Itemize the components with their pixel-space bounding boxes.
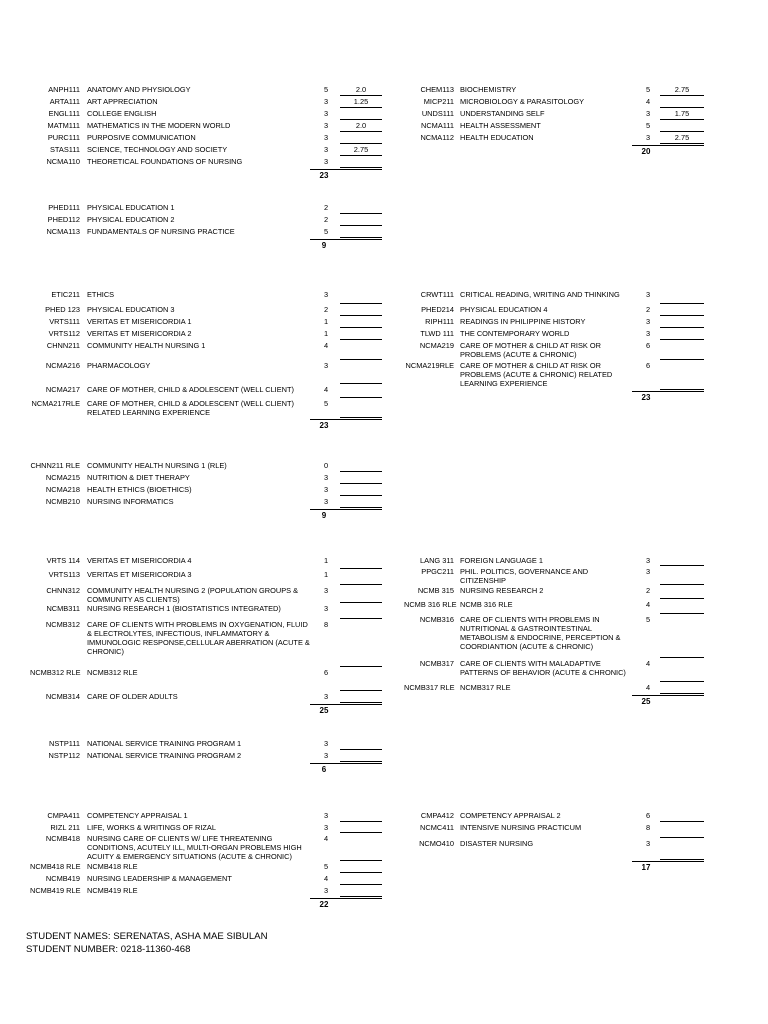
course-units: 3 bbox=[324, 692, 329, 701]
course-code: NCMB419 RLE bbox=[30, 886, 81, 895]
course-title: BIOCHEMISTRY bbox=[460, 85, 517, 94]
course-code: ETIC211 bbox=[51, 290, 80, 299]
course-units: 5 bbox=[324, 227, 329, 236]
grade-underline bbox=[340, 119, 382, 120]
course-code: NCMA219RLE bbox=[405, 361, 454, 370]
course-title: PURPOSIVE COMMUNICATION bbox=[87, 133, 196, 142]
course-units: 2 bbox=[646, 586, 651, 595]
course-title: NURSING INFORMATICS bbox=[87, 497, 174, 506]
grade-underline bbox=[340, 872, 382, 873]
course-units: 4 bbox=[646, 97, 651, 106]
course-code: NCMA217 bbox=[45, 385, 80, 394]
course-code: CHNN211 bbox=[46, 341, 80, 350]
grade-underline bbox=[340, 896, 382, 897]
course-title: DISASTER NURSING bbox=[460, 839, 534, 848]
course-units: 3 bbox=[646, 567, 651, 576]
grade-underline bbox=[340, 584, 382, 585]
total-units: 25 bbox=[319, 706, 329, 715]
course-units: 3 bbox=[324, 604, 329, 613]
course-code: MICP211 bbox=[423, 97, 454, 106]
grade-underline bbox=[660, 303, 704, 304]
course-code: NCMA113 bbox=[46, 227, 80, 236]
grade-underline bbox=[340, 397, 382, 398]
student-number-line: STUDENT NUMBER: 0218-11360-468 bbox=[26, 944, 191, 955]
course-units: 3 bbox=[324, 145, 329, 154]
course-units: 3 bbox=[324, 361, 329, 370]
course-units: 6 bbox=[646, 361, 651, 370]
course-title: VERITAS ET MISERICORDIA 4 bbox=[87, 556, 192, 565]
grade-underline bbox=[340, 761, 382, 762]
course-code: ARTA111 bbox=[49, 97, 80, 106]
course-units: 3 bbox=[324, 739, 329, 748]
grade-underline bbox=[660, 821, 704, 822]
course-units: 6 bbox=[646, 341, 651, 350]
course-code: NCMA111 bbox=[421, 121, 454, 130]
course-code: PHED 123 bbox=[45, 305, 80, 314]
course-units: 5 bbox=[646, 121, 651, 130]
course-units: 8 bbox=[646, 823, 651, 832]
course-units: 4 bbox=[324, 385, 329, 394]
course-code: NCMB312 bbox=[45, 620, 80, 629]
course-title: PHYSICAL EDUCATION 4 bbox=[460, 305, 548, 314]
total-units: 9 bbox=[321, 511, 327, 520]
course-units: 3 bbox=[324, 133, 329, 142]
course-code: MATM111 bbox=[47, 121, 80, 130]
course-code: CMPA412 bbox=[420, 811, 454, 820]
course-units: 5 bbox=[646, 615, 651, 624]
course-title: COMMUNITY HEALTH NURSING 2 (POPULATION GROUPS & COMMUNITY AS CLIENTS) bbox=[87, 586, 299, 604]
course-code: ENGL111 bbox=[48, 109, 80, 118]
course-grade: 1.25 bbox=[353, 97, 369, 106]
grade-underline bbox=[660, 95, 704, 96]
course-grade: 1.75 bbox=[674, 109, 690, 118]
course-code: PHED214 bbox=[421, 305, 454, 314]
grade-underline bbox=[660, 693, 704, 694]
course-title: PHARMACOLOGY bbox=[87, 361, 151, 370]
grade-underline bbox=[660, 119, 704, 120]
course-grade: 2.75 bbox=[674, 85, 690, 94]
course-title: COMMUNITY HEALTH NURSING 1 (RLE) bbox=[87, 461, 227, 470]
grade-underline bbox=[340, 832, 382, 833]
grade-underline bbox=[340, 155, 382, 156]
course-code: PHED112 bbox=[47, 215, 80, 224]
course-code: NCMO410 bbox=[419, 839, 454, 848]
course-grade: 2.75 bbox=[353, 145, 369, 154]
course-code: RIPH111 bbox=[425, 317, 454, 326]
course-units: 3 bbox=[646, 317, 651, 326]
course-code: NCMB 316 RLE bbox=[404, 600, 457, 609]
course-title: HEALTH ETHICS (BIOETHICS) bbox=[87, 485, 192, 494]
grade-underline bbox=[660, 584, 704, 585]
course-units: 3 bbox=[646, 109, 651, 118]
course-title: ART APPRECIATION bbox=[87, 97, 158, 106]
course-units: 6 bbox=[324, 668, 329, 677]
course-units: 3 bbox=[324, 290, 329, 299]
total-units: 23 bbox=[319, 421, 329, 430]
grade-underline bbox=[340, 884, 382, 885]
course-code: NCMA217RLE bbox=[31, 399, 80, 408]
course-units: 4 bbox=[646, 600, 651, 609]
course-title: THEORETICAL FOUNDATIONS OF NURSING bbox=[87, 157, 243, 166]
course-units: 2 bbox=[324, 215, 329, 224]
course-code: VRTS112 bbox=[48, 329, 80, 338]
course-units: 5 bbox=[646, 85, 651, 94]
course-title: NCMB317 RLE bbox=[460, 683, 511, 692]
course-code: CHEM113 bbox=[420, 85, 454, 94]
course-title: NURSING RESEARCH 2 bbox=[460, 586, 544, 595]
course-title: PHYSICAL EDUCATION 2 bbox=[87, 215, 175, 224]
grade-underline bbox=[340, 303, 382, 304]
grade-underline bbox=[340, 315, 382, 316]
course-code: STAS111 bbox=[50, 145, 80, 154]
course-code: NCMA110 bbox=[46, 157, 80, 166]
course-title: CARE OF MOTHER & CHILD AT RISK OR PROBLEMS (ACUTE & CHRONIC) RELATED LEARNING EXPERIENCE bbox=[460, 361, 613, 388]
grade-underline bbox=[660, 657, 704, 658]
course-code: NCMB311 bbox=[46, 604, 80, 613]
course-units: 3 bbox=[324, 109, 329, 118]
course-units: 1 bbox=[324, 556, 329, 565]
grade-underline bbox=[340, 690, 382, 691]
course-units: 3 bbox=[324, 97, 329, 106]
course-title: ETHICS bbox=[87, 290, 115, 299]
course-units: 3 bbox=[324, 157, 329, 166]
course-title: COMPETENCY APPRAISAL 1 bbox=[87, 811, 188, 820]
course-title: CARE OF CLIENTS WITH MALADAPTIVE PATTERNS OF BEHAVIOR (ACUTE & CHRONIC) bbox=[460, 659, 626, 677]
course-code: NCMB418 RLE bbox=[30, 862, 81, 871]
course-title: MICROBIOLOGY & PARASITOLOGY bbox=[460, 97, 585, 106]
course-units: 0 bbox=[324, 461, 329, 470]
course-title: NURSING LEADERSHIP & MANAGEMENT bbox=[87, 874, 232, 883]
grade-underline bbox=[340, 213, 382, 214]
grade-underline bbox=[660, 339, 704, 340]
course-code: ANPH111 bbox=[48, 85, 80, 94]
course-units: 3 bbox=[324, 586, 329, 595]
course-title: NATIONAL SERVICE TRAINING PROGRAM 2 bbox=[87, 751, 242, 760]
course-code: LANG 311 bbox=[420, 556, 454, 565]
course-title: NCMB419 RLE bbox=[87, 886, 138, 895]
course-code: NCMB314 bbox=[45, 692, 80, 701]
course-units: 6 bbox=[646, 811, 651, 820]
grade-underline bbox=[340, 568, 382, 569]
course-title: FUNDAMENTALS OF NURSING PRACTICE bbox=[87, 227, 235, 236]
grade-underline bbox=[340, 507, 382, 508]
course-units: 4 bbox=[646, 659, 651, 668]
grade-underline bbox=[660, 315, 704, 316]
course-units: 8 bbox=[324, 620, 329, 629]
grade-underline bbox=[340, 339, 382, 340]
course-code: NCMB419 bbox=[45, 874, 80, 883]
grade-underline bbox=[340, 327, 382, 328]
grade-underline bbox=[340, 702, 382, 703]
course-title: NURSING CARE OF CLIENTS W/ LIFE THREATENING CONDITIONS, ACUTELY ILL, MULTI-ORGAN PROBLEMS HIGH ACUITY & EMERGENCY SITUATIONS (ACUTE & CHRONIC) bbox=[87, 834, 302, 861]
total-rule bbox=[632, 391, 704, 392]
course-title: HEALTH ASSESSMENT bbox=[460, 121, 541, 130]
course-title: CRITICAL READING, WRITING AND THINKING bbox=[460, 290, 620, 299]
course-title: COMPETENCY APPRAISAL 2 bbox=[460, 811, 561, 820]
grade-underline bbox=[340, 821, 382, 822]
course-title: COMMUNITY HEALTH NURSING 1 bbox=[87, 341, 206, 350]
course-title: CARE OF MOTHER, CHILD & ADOLESCENT (WELL CLIENT) bbox=[87, 385, 294, 394]
course-units: 5 bbox=[324, 862, 329, 871]
course-code: VRTS113 bbox=[48, 570, 80, 579]
student-name-line: STUDENT NAMES: SERENATAS, ASHA MAE SIBULAN bbox=[26, 931, 268, 942]
grade-underline bbox=[340, 131, 382, 132]
total-units: 23 bbox=[641, 393, 651, 402]
grade-underline bbox=[660, 359, 704, 360]
course-units: 1 bbox=[324, 570, 329, 579]
grade-underline bbox=[660, 565, 704, 566]
grade-underline bbox=[340, 666, 382, 667]
total-rule bbox=[310, 704, 382, 705]
course-code: NCMB317 bbox=[419, 659, 454, 668]
grade-underline bbox=[660, 143, 704, 144]
grade-underline bbox=[340, 602, 382, 603]
total-rule bbox=[310, 169, 382, 170]
course-units: 4 bbox=[324, 834, 329, 843]
grade-underline bbox=[340, 237, 382, 238]
course-title: NCMB312 RLE bbox=[87, 668, 138, 677]
grade-underline bbox=[660, 598, 704, 599]
course-code: NCMA219 bbox=[419, 341, 454, 350]
course-units: 4 bbox=[646, 683, 651, 692]
course-code: PPGC211 bbox=[421, 567, 454, 576]
grade-underline bbox=[340, 483, 382, 484]
course-units: 2 bbox=[324, 203, 329, 212]
grade-underline bbox=[340, 618, 382, 619]
total-units: 25 bbox=[641, 697, 651, 706]
course-code: VRTS111 bbox=[49, 317, 80, 326]
total-rule bbox=[310, 239, 382, 240]
course-title: PHIL. POLITICS, GOVERNANCE AND CITIZENSHIP bbox=[460, 567, 589, 585]
course-code: CHNN312 bbox=[46, 586, 80, 595]
grade-underline bbox=[340, 143, 382, 144]
course-title: UNDERSTANDING SELF bbox=[460, 109, 545, 118]
course-units: 3 bbox=[646, 329, 651, 338]
course-units: 1 bbox=[324, 329, 329, 338]
grade-underline bbox=[660, 613, 704, 614]
course-grade: 2.75 bbox=[674, 133, 690, 142]
course-title: VERITAS ET MISERICORDIA 1 bbox=[87, 317, 192, 326]
grade-underline bbox=[340, 495, 382, 496]
course-title: HEALTH EDUCATION bbox=[460, 133, 534, 142]
total-rule bbox=[310, 898, 382, 899]
total-units: 6 bbox=[321, 765, 327, 774]
course-title: NATIONAL SERVICE TRAINING PROGRAM 1 bbox=[87, 739, 242, 748]
course-units: 3 bbox=[324, 121, 329, 130]
course-title: SCIENCE, TECHNOLOGY AND SOCIETY bbox=[87, 145, 228, 154]
course-code: NCMB210 bbox=[45, 497, 80, 506]
course-title: NUTRITION & DIET THERAPY bbox=[87, 473, 190, 482]
course-title: FOREIGN LANGUAGE 1 bbox=[460, 556, 543, 565]
course-units: 2 bbox=[646, 305, 651, 314]
course-units: 3 bbox=[324, 823, 329, 832]
course-title: PHYSICAL EDUCATION 3 bbox=[87, 305, 175, 314]
course-code: UNDS111 bbox=[421, 109, 454, 118]
grade-underline bbox=[340, 860, 382, 861]
course-title: READINGS IN PHILIPPINE HISTORY bbox=[460, 317, 586, 326]
course-units: 1 bbox=[324, 317, 329, 326]
grade-underline bbox=[660, 859, 704, 860]
course-units: 3 bbox=[646, 290, 651, 299]
course-units: 3 bbox=[646, 133, 651, 142]
course-title: CARE OF CLIENTS WITH PROBLEMS IN OXYGENATION, FLUID & ELECTROLYTES, INFECTIOUS, INFLAMMATORY & IMMUNOLOGIC RESPONSE,CELLULAR ABERRATION (ACUTE & CHRONIC) bbox=[87, 620, 310, 656]
course-title: NURSING RESEARCH 1 (BIOSTATISTICS INTEGRATED) bbox=[87, 604, 281, 613]
total-rule bbox=[632, 695, 704, 696]
course-code: NCMB418 bbox=[45, 834, 80, 843]
course-units: 3 bbox=[324, 485, 329, 494]
course-title: INTENSIVE NURSING PRACTICUM bbox=[460, 823, 582, 832]
course-code: NCMA112 bbox=[420, 133, 454, 142]
course-code: NSTP111 bbox=[49, 739, 80, 748]
course-code: NCMC411 bbox=[420, 823, 454, 832]
course-code: CMPA411 bbox=[47, 811, 80, 820]
grade-underline bbox=[340, 749, 382, 750]
course-units: 3 bbox=[646, 839, 651, 848]
course-code: NCMA216 bbox=[45, 361, 80, 370]
grade-underline bbox=[660, 107, 704, 108]
grade-underline bbox=[660, 131, 704, 132]
course-grade: 2.0 bbox=[355, 85, 367, 94]
course-units: 3 bbox=[646, 556, 651, 565]
course-grade: 2.0 bbox=[355, 121, 367, 130]
total-units: 9 bbox=[321, 241, 327, 250]
course-units: 2 bbox=[324, 305, 329, 314]
grade-underline bbox=[660, 327, 704, 328]
course-title: PHYSICAL EDUCATION 1 bbox=[87, 203, 175, 212]
course-title: MATHEMATICS IN THE MODERN WORLD bbox=[87, 121, 231, 130]
course-code: NSTP112 bbox=[48, 751, 80, 760]
grade-underline bbox=[340, 471, 382, 472]
course-title: LIFE, WORKS & WRITINGS OF RIZAL bbox=[87, 823, 216, 832]
grade-underline bbox=[340, 95, 382, 96]
course-code: NCMB317 RLE bbox=[404, 683, 455, 692]
course-code: NCMB312 RLE bbox=[30, 668, 81, 677]
grade-underline bbox=[660, 681, 704, 682]
grade-underline bbox=[340, 359, 382, 360]
total-units: 17 bbox=[641, 863, 651, 872]
grade-underline bbox=[660, 837, 704, 838]
total-rule bbox=[310, 419, 382, 420]
total-rule bbox=[310, 763, 382, 764]
course-units: 3 bbox=[324, 811, 329, 820]
course-units: 3 bbox=[324, 886, 329, 895]
course-title: THE CONTEMPORARY WORLD bbox=[460, 329, 570, 338]
course-units: 3 bbox=[324, 751, 329, 760]
course-code: RIZL 211 bbox=[50, 823, 80, 832]
course-units: 5 bbox=[324, 399, 329, 408]
total-rule bbox=[310, 509, 382, 510]
course-code: NCMA215 bbox=[45, 473, 80, 482]
course-title: CARE OF MOTHER & CHILD AT RISK OR PROBLEMS (ACUTE & CHRONIC) bbox=[460, 341, 601, 359]
course-units: 5 bbox=[324, 85, 329, 94]
course-code: PURC111 bbox=[47, 133, 80, 142]
course-title: CARE OF MOTHER, CHILD & ADOLESCENT (WELL CLIENT) RELATED LEARNING EXPERIENCE bbox=[87, 399, 294, 417]
course-title: ANATOMY AND PHYSIOLOGY bbox=[87, 85, 191, 94]
course-code: NCMA218 bbox=[45, 485, 80, 494]
total-units: 22 bbox=[319, 900, 329, 909]
course-title: NCMB 316 RLE bbox=[460, 600, 513, 609]
course-units: 4 bbox=[324, 341, 329, 350]
course-code: CRWT111 bbox=[420, 290, 454, 299]
course-code: TLWD 111 bbox=[420, 329, 454, 338]
grade-underline bbox=[340, 383, 382, 384]
course-units: 3 bbox=[324, 497, 329, 506]
course-units: 4 bbox=[324, 874, 329, 883]
grade-underline bbox=[340, 225, 382, 226]
total-rule bbox=[632, 861, 704, 862]
course-units: 3 bbox=[324, 473, 329, 482]
course-title: NCMB418 RLE bbox=[87, 862, 138, 871]
course-code: NCMB 315 bbox=[417, 586, 454, 595]
total-units: 23 bbox=[319, 171, 329, 180]
total-rule bbox=[632, 145, 704, 146]
grade-underline bbox=[340, 417, 382, 418]
course-title: VERITAS ET MISERICORDIA 2 bbox=[87, 329, 192, 338]
course-code: VRTS 114 bbox=[46, 556, 80, 565]
course-code: CHNN211 RLE bbox=[30, 461, 80, 470]
course-code: NCMB316 bbox=[419, 615, 454, 624]
total-units: 20 bbox=[641, 147, 651, 156]
course-title: VERITAS ET MISERICORDIA 3 bbox=[87, 570, 192, 579]
grade-underline bbox=[660, 389, 704, 390]
course-title: CARE OF OLDER ADULTS bbox=[87, 692, 178, 701]
course-title: CARE OF CLIENTS WITH PROBLEMS IN NUTRITIONAL & GASTROINTESTINAL METABOLISM & ENDOCRINE, PERCEPTION & COORDIANTION (ACUTE & CHRONIC) bbox=[460, 615, 621, 651]
grade-underline bbox=[340, 167, 382, 168]
course-title: COLLEGE ENGLISH bbox=[87, 109, 157, 118]
grade-underline bbox=[340, 107, 382, 108]
course-code: PHED111 bbox=[48, 203, 80, 212]
